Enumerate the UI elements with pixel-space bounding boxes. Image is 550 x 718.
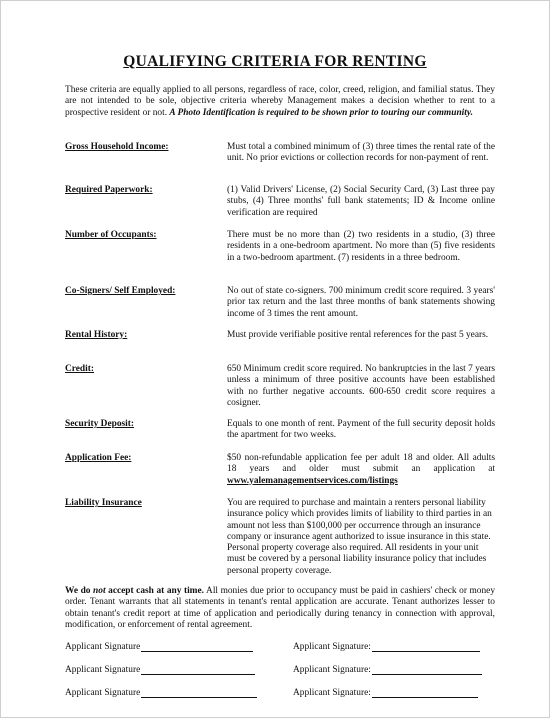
criteria-text	[227, 453, 495, 487]
payment-note	[65, 586, 495, 631]
criteria-label: Gross Household Income:	[65, 142, 169, 152]
signature-field[interactable]: Applicant Signature:	[293, 642, 480, 652]
criteria-text: 650 Minimum credit score required. No bankruptcies in the last 7 years unless a minimum of three positive accounts have been established with no further negative accounts. 600-650 credit score requires a cosigner.	[227, 364, 495, 408]
listings-link[interactable]: www.yalemanagementservices.com/listings	[227, 475, 398, 486]
signature-field[interactable]: Applicant Signature:	[293, 688, 478, 698]
criteria-text: You are required to purchase and maintain a renters personal liability insurance policy which provides limits of liability to third parties in an amount not less than $100,000 per occurrence through an insurance company or insurance agent authorized to issue insurance in this state. Personal property coverage also required. All residents in your unit must be covered by a personal liability insurance policy that includes personal property coverage.	[227, 498, 492, 576]
no-cash-not: not	[93, 586, 106, 596]
criteria-label: Rental History:	[65, 330, 128, 340]
criteria-label: Co-Signers/ Self Employed:	[65, 286, 176, 296]
signature-line	[372, 642, 480, 652]
criteria-text: Must provide verifiable positive rental references for the past 5 years.	[227, 330, 489, 340]
criteria-text: There must be no more than (2) two residents in a studio, (3) three residents in a one-bedroom apartment. No more than (5) five residents in a two-bedroom apartment. (7) residents in a three bedroom.	[227, 230, 495, 263]
document-title: QUALIFYING CRITERIA FOR RENTING	[123, 53, 427, 70]
criteria-label: Number of Occupants:	[65, 230, 157, 240]
criteria-label: Application Fee:	[65, 453, 132, 463]
no-cash-lead2: accept cash at any time.	[108, 586, 204, 596]
signature-line	[141, 642, 253, 652]
intro-paragraph	[65, 85, 495, 119]
signature-field[interactable]: Applicant Signature	[65, 642, 253, 652]
signature-field[interactable]: Applicant Signature	[65, 665, 255, 675]
no-cash-lead: We do	[65, 586, 91, 596]
photo-id-notice: A Photo Identification is required to be shown prior to touring our community.	[169, 107, 474, 118]
signature-line	[141, 665, 255, 675]
criteria-text: No out of state co-signers. 700 minimum credit score required. 3 years' prior tax return and the last three months of bank statements showing income of 3 times the rent amount.	[227, 286, 495, 319]
application-fee-text: $50 non-refundable application fee per adult 18 and older. All adults 18 years and older must submit an application at	[227, 453, 495, 475]
criteria-label: Required Paperwork:	[65, 185, 153, 195]
signature-line	[372, 665, 482, 675]
criteria-label: Liability Insurance	[65, 498, 142, 508]
signature-field[interactable]: Applicant Signature:	[293, 665, 482, 675]
criteria-label: Security Deposit:	[65, 419, 134, 429]
signature-field[interactable]: Applicant Signature	[65, 688, 257, 698]
payment-note-text: All monies due prior to occupancy must be paid in cashiers' check or money order. Tenant warrants that all statements in tenant's rental application are accurate. Tenant authorizes lesser to obtain tenant's credit report at time of application and periodically during tenancy in connection with approval, modification, or enforcement of rental agreement.	[65, 586, 496, 630]
criteria-label: Credit:	[65, 364, 94, 374]
signature-line	[141, 688, 257, 698]
intro-text: These criteria are equally applied to all persons, regardless of race, color, creed, religion, and familial status. They are not intended to be sole, objective criteria whereby Management makes a decision whether to rent to a prospective resident or not.	[65, 85, 495, 118]
signature-line	[372, 688, 478, 698]
criteria-text: (1) Valid Drivers' License, (2) Social Security Card, (3) Last three pay stubs, (4) Three months' full bank statements; ID & Income online verification are required	[227, 185, 495, 218]
criteria-text: Must total a combined minimum of (3) three times the rental rate of the unit. No prior evictions or collection records for non-payment of rent.	[227, 142, 495, 164]
criteria-text: Equals to one month of rent. Payment of the full security deposit holds the apartment for two weeks.	[227, 419, 495, 441]
